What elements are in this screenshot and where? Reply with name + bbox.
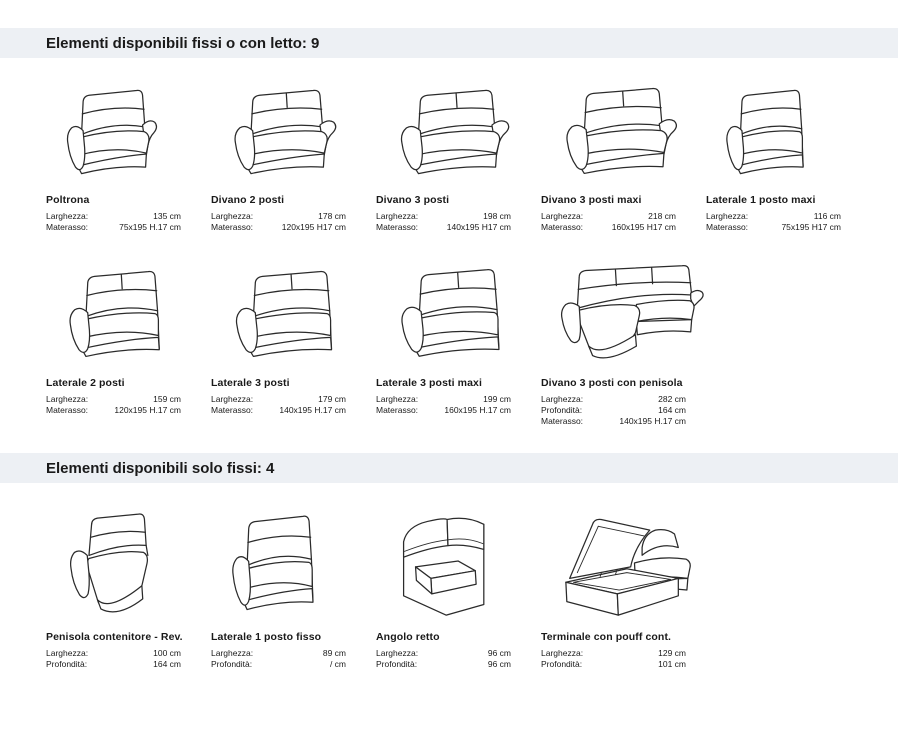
- spec-label: Materasso:: [46, 222, 89, 232]
- element-card: [46, 261, 196, 416]
- element-specs: [46, 211, 181, 233]
- laterale-1-posto-fisso-illustration: [211, 501, 361, 619]
- section-header-fissi-o-con-letto: [0, 28, 898, 58]
- spec-value: 75x195 H.17 cm: [119, 222, 181, 232]
- spec-value: 89 cm: [322, 648, 346, 658]
- spec-value: 164 cm: [153, 659, 181, 669]
- spec-value: / cm: [329, 659, 346, 669]
- spec-value: 116 cm: [813, 211, 841, 221]
- spec-value: 179 cm: [318, 394, 346, 404]
- element-card: [376, 82, 526, 233]
- spec-label: Larghezza:: [211, 648, 254, 658]
- spec-value: 120x195 H17 cm: [281, 222, 346, 232]
- spec-value: 218 cm: [648, 211, 676, 221]
- spec-value: 120x195 H.17 cm: [114, 405, 181, 415]
- element-title: Laterale 2 posti: [46, 377, 125, 389]
- element-title: Laterale 3 posti: [211, 377, 290, 389]
- element-specs: [376, 211, 511, 233]
- spec-label: Materasso:: [541, 416, 584, 426]
- spec-value: 135 cm: [153, 211, 181, 221]
- element-card: [211, 501, 361, 670]
- spec-value: 96 cm: [487, 648, 511, 658]
- element-specs: [541, 211, 676, 233]
- spec-label: Larghezza:: [46, 394, 89, 404]
- spec-value: 75x195 H17 cm: [781, 222, 841, 232]
- spec-label: Larghezza:: [46, 211, 89, 221]
- element-card: [706, 82, 856, 233]
- angolo-retto-illustration: [376, 501, 526, 619]
- section-header-text: Elementi disponibili fissi o con letto: 9: [46, 34, 320, 52]
- spec-value: 96 cm: [487, 659, 511, 669]
- laterale-2-posti-illustration: [46, 261, 196, 365]
- laterale-1-posto-maxi-illustration: [706, 82, 856, 182]
- element-specs: [541, 394, 686, 427]
- spec-label: Larghezza:: [211, 394, 254, 404]
- element-title: Penisola contenitore - Rev.: [46, 631, 183, 643]
- spec-value: 178 cm: [318, 211, 346, 221]
- element-specs: [211, 394, 346, 416]
- element-title: Angolo retto: [376, 631, 440, 643]
- element-title: Terminale con pouff cont.: [541, 631, 672, 643]
- section-header-text: Elementi disponibili solo fissi: 4: [46, 459, 275, 477]
- terminale-pouff-illustration: [541, 501, 706, 619]
- spec-label: Larghezza:: [541, 648, 584, 658]
- element-card: [376, 261, 526, 416]
- element-title: Laterale 3 posti maxi: [376, 377, 482, 389]
- spec-label: Profondità:: [211, 659, 253, 669]
- spec-label: Larghezza:: [211, 211, 254, 221]
- spec-label: Materasso:: [376, 405, 419, 415]
- spec-label: Materasso:: [46, 405, 89, 415]
- spec-label: Larghezza:: [46, 648, 89, 658]
- spec-label: Profondità:: [46, 659, 88, 669]
- laterale-3-posti-illustration: [211, 261, 361, 365]
- element-card: [211, 82, 361, 233]
- elements-row-1: [0, 82, 924, 233]
- spec-label: Materasso:: [211, 405, 254, 415]
- spec-label: Larghezza:: [541, 211, 584, 221]
- divano-3-posti-maxi-illustration: [541, 82, 691, 182]
- elements-row-2: [0, 261, 924, 427]
- section-header-solo-fissi: [0, 453, 898, 483]
- element-card: [46, 82, 196, 233]
- divano-con-penisola-illustration: [541, 261, 706, 365]
- element-card: [541, 501, 706, 670]
- spec-value: 100 cm: [153, 648, 181, 658]
- element-specs: [376, 394, 511, 416]
- spec-label: Profondità:: [541, 405, 583, 415]
- spec-label: Larghezza:: [541, 394, 584, 404]
- penisola-contenitore-illustration: [46, 501, 196, 619]
- divano-2-posti-illustration: [211, 82, 361, 182]
- elements-row-3: [0, 501, 924, 670]
- spec-label: Materasso:: [706, 222, 749, 232]
- spec-label: Materasso:: [211, 222, 254, 232]
- element-title: Laterale 1 posto maxi: [706, 194, 816, 206]
- spec-label: Larghezza:: [376, 211, 419, 221]
- poltrona-illustration: [46, 82, 196, 182]
- spec-label: Profondità:: [376, 659, 418, 669]
- spec-value: 101 cm: [658, 659, 686, 669]
- spec-value: 282 cm: [658, 394, 686, 404]
- spec-value: 160x195 H.17 cm: [444, 405, 511, 415]
- element-card: [46, 501, 196, 670]
- spec-value: 159 cm: [153, 394, 181, 404]
- element-title: Poltrona: [46, 194, 90, 206]
- element-specs: [46, 648, 181, 670]
- spec-label: Profondità:: [541, 659, 583, 669]
- laterale-3-posti-maxi-illustration: [376, 261, 526, 365]
- element-specs: [541, 648, 686, 670]
- spec-value: 199 cm: [483, 394, 511, 404]
- element-title: Laterale 1 posto fisso: [211, 631, 322, 643]
- spec-value: 198 cm: [483, 211, 511, 221]
- spec-label: Larghezza:: [706, 211, 749, 221]
- element-specs: [211, 211, 346, 233]
- spec-value: 129 cm: [658, 648, 686, 658]
- spec-label: Materasso:: [541, 222, 584, 232]
- spec-label: Larghezza:: [376, 394, 419, 404]
- element-card: [376, 501, 526, 670]
- element-title: Divano 3 posti con penisola: [541, 377, 683, 389]
- element-card: [541, 261, 706, 427]
- spec-label: Larghezza:: [376, 648, 419, 658]
- spec-value: 140x195 H.17 cm: [619, 416, 686, 426]
- element-specs: [706, 211, 841, 233]
- spec-value: 140x195 H17 cm: [446, 222, 511, 232]
- element-title: Divano 3 posti: [376, 194, 450, 206]
- element-card: [211, 261, 361, 416]
- spec-label: Materasso:: [376, 222, 419, 232]
- element-title: Divano 3 posti maxi: [541, 194, 642, 206]
- divano-3-posti-illustration: [376, 82, 526, 182]
- element-specs: [211, 648, 346, 670]
- spec-value: 140x195 H.17 cm: [279, 405, 346, 415]
- spec-value: 160x195 H17 cm: [611, 222, 676, 232]
- element-specs: [376, 648, 511, 670]
- element-specs: [46, 394, 181, 416]
- element-title: Divano 2 posti: [211, 194, 285, 206]
- element-card: [541, 82, 691, 233]
- spec-value: 164 cm: [658, 405, 686, 415]
